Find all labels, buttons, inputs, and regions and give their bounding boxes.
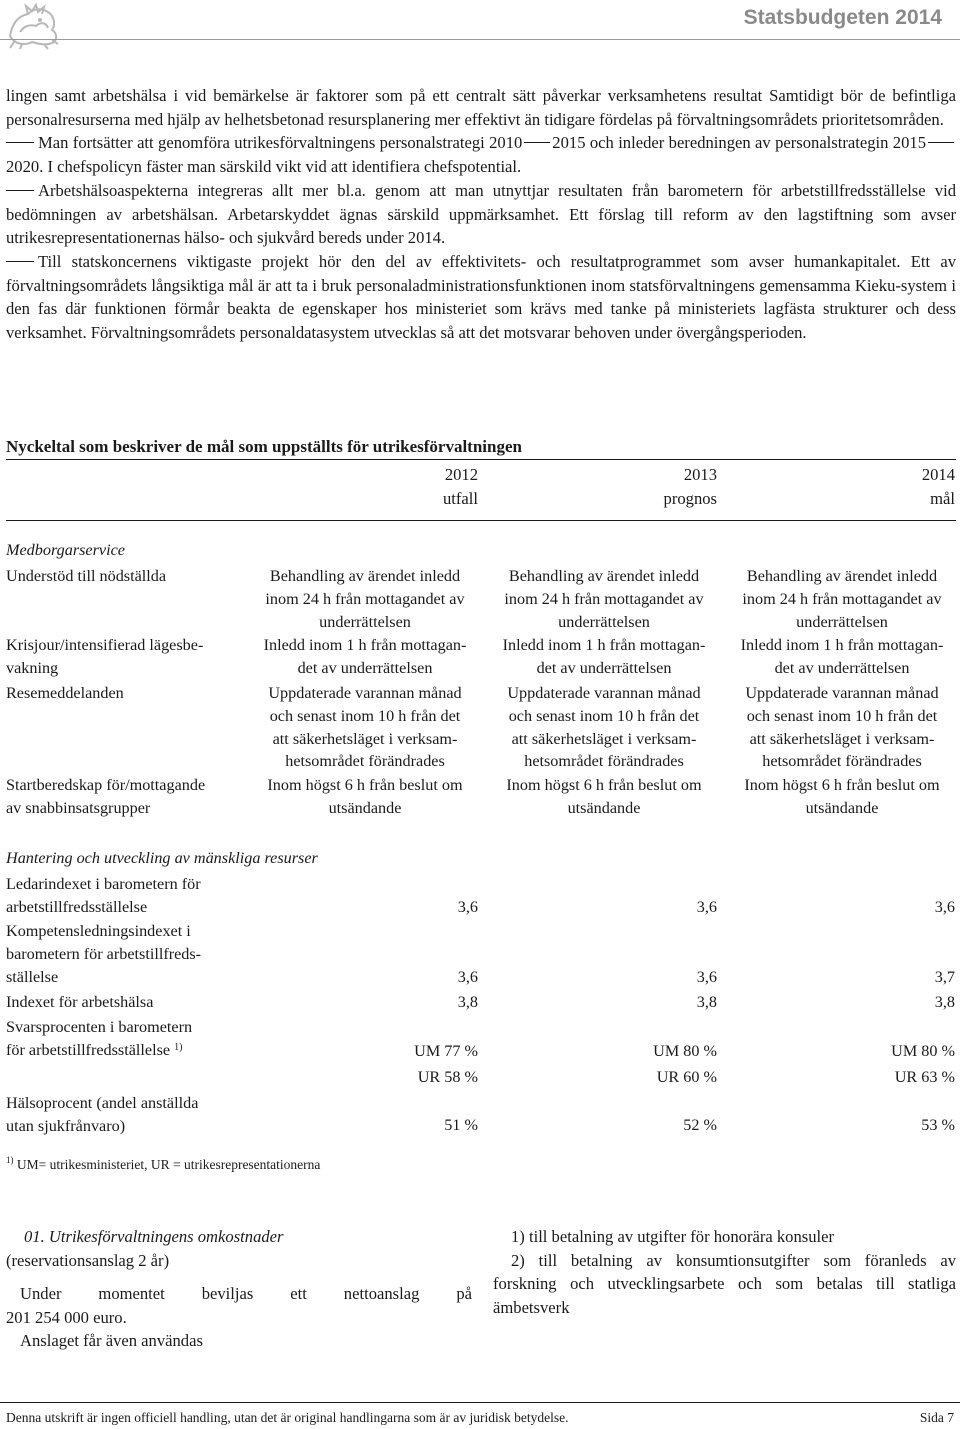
- row-label: Kompetensledningsindexet i barometern för arbetstillfreds- ställelse: [6, 922, 202, 986]
- table-cell: UM 80 %: [891, 1042, 955, 1060]
- table-footnote: $^{1)}$ UM= utrikesministeriet, UR = utrikesrepresentationerna: [6, 1155, 321, 1172]
- row-label: Resemeddelanden: [6, 684, 124, 702]
- dash-bullet: [6, 190, 34, 191]
- column-header-2014: 2014 mål: [921, 465, 955, 508]
- row-label: Indexet för arbetshälsa: [6, 993, 154, 1011]
- table-cell: UM 77 %: [414, 1042, 478, 1060]
- table-cell: UR 63 %: [894, 1068, 955, 1086]
- table-cell: UR 58 %: [417, 1068, 478, 1086]
- row-label: Startberedskap för/mottagande av snabbinsatsgrupper: [6, 776, 206, 817]
- row-label: Hälsoprocent (andel anställda utan sjukfrånvaro): [6, 1094, 199, 1135]
- list-item: 1) till betalning av utgifter för honorära konsuler: [511, 1227, 835, 1246]
- footer-disclaimer: Denna utskrift är ingen officiell handling, utan det är original handlingarna som är av juridisk betydelse.: [6, 1410, 569, 1425]
- table-cell: 3,8: [934, 993, 955, 1011]
- row-label: Ledarindexet i barometern för arbetstillfredsställelse: [6, 875, 201, 916]
- range-dash: [524, 142, 550, 143]
- body-text: [6, 84, 956, 345]
- row-label: Understöd till nödställda: [6, 567, 167, 585]
- table-rule: [6, 459, 956, 460]
- table-cell: 53 %: [921, 1116, 955, 1134]
- table-cell: Behandling av ärendet inledd inom 24 h från mottagandet av underrättelsen: [504, 567, 704, 631]
- bullet-humankapital: Till statskoncernens viktigaste projekt hör den del av effektivitets- och resultatprogrammet som avser humankapitalet. Ett av förvaltningsområdets långsiktiga mål är att ta i bruk personaladministrationsfunktionen inom statsförvaltningens gemensamma Kieku-system i den fas där funktionen förmår beakta de egenskaper hos ministeriet som krävs med tanke på ministeriets lagfästa strukturer och dess verksamhet. Förvaltningsområdets personaldatasystem utvecklas så att det motsvarar behoven under övergångsperioden.: [6, 251, 956, 343]
- dash-bullet: [6, 261, 34, 262]
- table-cell: 3,6: [457, 898, 478, 916]
- table-cell: 3,8: [457, 993, 478, 1011]
- publication-title: Statsbudgeten 2014: [743, 6, 942, 29]
- bullet-personalstrategi: Man fortsätter att genomföra utrikesförvaltningens personalstrategi 2010 2015 och inleder beredningen av personalstrategin 20152020. I chefspolicyn fäster man särskild vikt vid att identifiera chefspotential.: [6, 131, 956, 178]
- table-cell: Inom högst 6 h från beslut om utsändande: [744, 776, 940, 817]
- moment-right-column: [493, 1225, 956, 1319]
- moment-heading: 01. Utrikesförvaltningens omkostnader: [24, 1227, 284, 1246]
- paragraph: 201 254 000 euro.: [6, 1307, 127, 1327]
- table-cell: Uppdaterade varannan månad och senast inom 10 h från det att säkerhetsläget i verksam- hetsområdet förändrades: [507, 684, 701, 771]
- section-heading: Hantering och utveckling av mänskliga resurser: [6, 849, 318, 867]
- table-cell: Inledd inom 1 h från mottagan- det av underrättelsen: [740, 636, 944, 677]
- table-cell: Behandling av ärendet inledd inom 24 h från mottagandet av underrättelsen: [742, 567, 942, 631]
- table-cell: 3,6: [696, 898, 717, 916]
- finnish-lion-crest-icon: [4, 2, 62, 50]
- paragraph: lingen samt arbetshälsa i vid bemärkelse är faktorer som på ett centralt sätt påverkar verksamhetens resultat Samtidigt bör de befintliga personalresurserna med hjälp av helhetsbetonad resursplanering mer effektivt än tidigare fördelas på förvaltningsområdets prioritetsområden.: [6, 86, 956, 129]
- table-cell: UM 80 %: [653, 1042, 717, 1060]
- paragraph: Under momentet beviljas ett nettoanslag på: [20, 1284, 472, 1303]
- table-cell: Inom högst 6 h från beslut om utsändande: [506, 776, 702, 817]
- header-divider: [0, 39, 960, 40]
- list-item: 2) till betalning av konsumtionsutgifter som föranleds av forskning och utvecklingsarbete och som betalas till statliga ämbetsverk: [493, 1250, 956, 1317]
- table-cell: 3,8: [696, 993, 717, 1011]
- dash-bullet: [6, 142, 34, 143]
- paragraph: Anslaget får även användas: [20, 1331, 203, 1350]
- table-cell: Behandling av ärendet inledd inom 24 h från mottagandet av underrättelsen: [265, 567, 465, 631]
- table-cell: 3,6: [457, 968, 478, 986]
- kpi-table-title: Nyckeltal som beskriver de mål som uppställts för utrikesförvaltningen: [6, 437, 522, 456]
- table-cell: Inledd inom 1 h från mottagan- det av underrättelsen: [502, 636, 706, 677]
- footnote-marker: 1): [174, 1041, 183, 1053]
- table-cell: 3,7: [934, 968, 955, 986]
- page-number: Sida 7: [919, 1410, 954, 1425]
- table-cell: Uppdaterade varannan månad och senast inom 10 h från det att säkerhetsläget i verksam- hetsområdet förändrades: [745, 684, 939, 771]
- row-label: Krisjour/intensifierad lägesbe- vakning: [6, 636, 204, 677]
- table-rule: [6, 520, 956, 521]
- page-header: [0, 0, 960, 52]
- bullet-arbetshalsa: Arbetshälsoaspekterna integreras allt mer bl.a. genom att man utnyttjar resultaten från barometern för arbetstillfredsställelse vid bedömningen av arbetshälsan. Arbetarskyddet ägnas särskild uppmärksamhet. Ett förslag till reform av den lagstiftning som avser utrikesrepresentationernas hälso- och sjukvård bereds under 2014.: [6, 180, 956, 248]
- footer-divider: [0, 1402, 960, 1403]
- table-cell: Inledd inom 1 h från mottagan- det av underrättelsen: [263, 636, 467, 677]
- row-label: Svarsprocenten i barometern för arbetstillfredsställelse $^{1)}$: [6, 1018, 193, 1059]
- column-header-2012: 2012 utfall: [442, 465, 478, 508]
- range-dash: [928, 142, 954, 143]
- table-cell: 52 %: [683, 1116, 717, 1134]
- table-cell: 3,6: [696, 968, 717, 986]
- table-cell: UR 60 %: [656, 1068, 717, 1086]
- column-header-2013: 2013 prognos: [663, 465, 717, 508]
- moment-left-column: [6, 1225, 472, 1353]
- table-cell: 3,6: [934, 898, 955, 916]
- moment-subheading: (reservationsanslag 2 år): [6, 1250, 170, 1270]
- table-cell: Uppdaterade varannan månad och senast inom 10 h från det att säkerhetsläget i verksam- hetsområdet förändrades: [268, 684, 462, 771]
- section-heading: Medborgarservice: [6, 541, 125, 559]
- table-cell: Inom högst 6 h från beslut om utsändande: [267, 776, 463, 817]
- table-cell: 51 %: [444, 1116, 478, 1134]
